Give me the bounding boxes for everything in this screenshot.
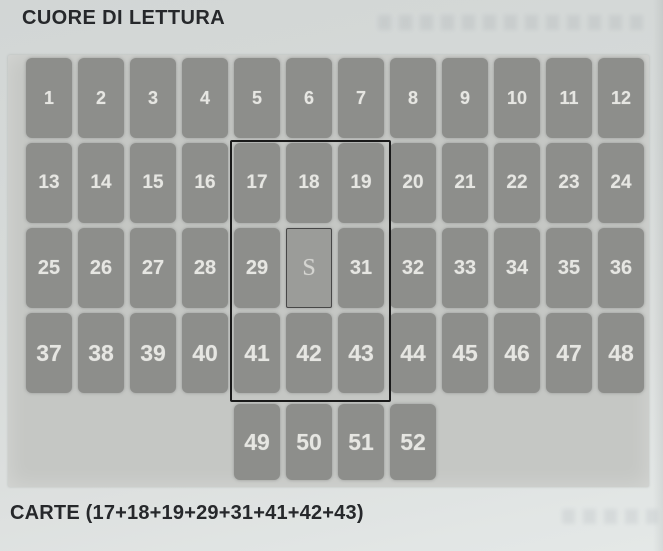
card-37: 37	[26, 313, 72, 393]
card-6: 6	[286, 58, 332, 138]
card-10: 10	[494, 58, 540, 138]
card-row-1	[26, 58, 644, 138]
card-11: 11	[546, 58, 592, 138]
card-40: 40	[182, 313, 228, 393]
card-s: S	[286, 228, 332, 308]
card-8: 8	[390, 58, 436, 138]
card-18: 18	[286, 143, 332, 223]
card-26: 26	[78, 228, 124, 308]
bleedthrough-text-top	[378, 15, 644, 30]
card-4: 4	[182, 58, 228, 138]
card-17: 17	[234, 143, 280, 223]
card-46: 46	[494, 313, 540, 393]
card-35: 35	[546, 228, 592, 308]
card-48: 48	[598, 313, 644, 393]
card-row-4	[26, 313, 644, 393]
card-9: 9	[442, 58, 488, 138]
card-33: 33	[442, 228, 488, 308]
card-32: 32	[390, 228, 436, 308]
card-19: 19	[338, 143, 384, 223]
card-39: 39	[130, 313, 176, 393]
card-20: 20	[390, 143, 436, 223]
page-title: CUORE DI LETTURA	[22, 7, 226, 29]
card-47: 47	[546, 313, 592, 393]
card-49: 49	[234, 404, 280, 480]
card-27: 27	[130, 228, 176, 308]
card-16: 16	[182, 143, 228, 223]
card-5: 5	[234, 58, 280, 138]
card-38: 38	[78, 313, 124, 393]
card-44: 44	[390, 313, 436, 393]
card-1: 1	[26, 58, 72, 138]
card-15: 15	[130, 143, 176, 223]
card-36: 36	[598, 228, 644, 308]
card-22: 22	[494, 143, 540, 223]
card-14: 14	[78, 143, 124, 223]
card-31: 31	[338, 228, 384, 308]
card-43: 43	[338, 313, 384, 393]
card-3: 3	[130, 58, 176, 138]
card-spread-panel	[8, 55, 649, 487]
card-7: 7	[338, 58, 384, 138]
card-24: 24	[598, 143, 644, 223]
card-row-3	[26, 228, 644, 308]
card-42: 42	[286, 313, 332, 393]
card-34: 34	[494, 228, 540, 308]
caption-carte: CARTE (17+18+19+29+31+41+42+43)	[10, 502, 364, 524]
card-2: 2	[78, 58, 124, 138]
card-row-5	[234, 404, 436, 480]
card-29: 29	[234, 228, 280, 308]
card-28: 28	[182, 228, 228, 308]
bleedthrough-text-bottom	[562, 509, 658, 524]
card-51: 51	[338, 404, 384, 480]
card-52: 52	[390, 404, 436, 480]
card-13: 13	[26, 143, 72, 223]
card-41: 41	[234, 313, 280, 393]
card-25: 25	[26, 228, 72, 308]
card-row-2	[26, 143, 644, 223]
card-23: 23	[546, 143, 592, 223]
card-21: 21	[442, 143, 488, 223]
card-12: 12	[598, 58, 644, 138]
card-50: 50	[286, 404, 332, 480]
card-45: 45	[442, 313, 488, 393]
